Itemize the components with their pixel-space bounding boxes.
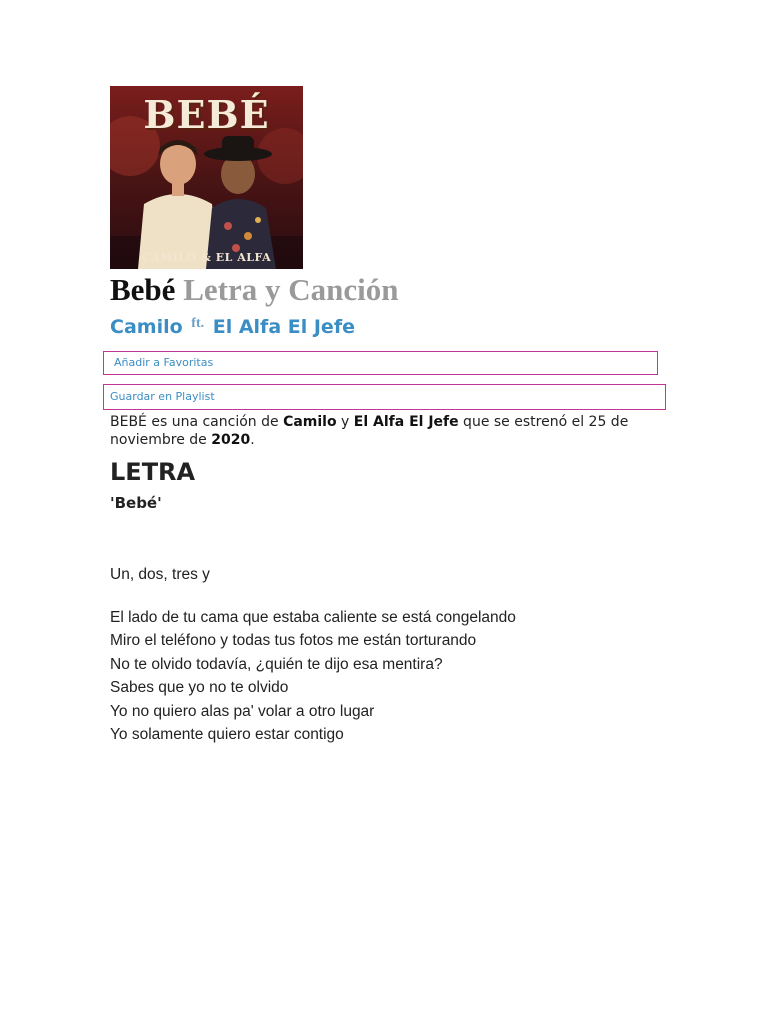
lyric-line: No te olvido todavía, ¿quién te dijo esa mentira? [110,655,443,673]
lyric-line: Yo solamente quiero estar contigo [110,726,344,743]
lyric-line: Un, dos, tres y [110,566,210,583]
lyric-line: Miro el teléfono y todas tus fotos me están torturando [110,632,477,649]
song-title: Bebé [110,272,176,307]
intro-year: 2020 [211,432,251,448]
lyric-line: Sabes que yo no te olvido [110,679,289,696]
song-intro [110,413,650,449]
lyric-line: El lado de tu cama que estaba caliente se está congelando [110,608,516,626]
page-title [110,272,398,308]
save-to-playlist-button[interactable]: Guardar en Playlist [103,384,666,410]
song-subtitle: Letra y Canción [183,272,399,307]
intro-artist-link[interactable]: Camilo [283,414,337,430]
intro-song-name: BEBÉ [110,414,147,430]
featuring-label: ft. [191,316,205,331]
intro-text: . [250,432,255,448]
lyrics-song-title: 'Bebé' [110,494,162,512]
lyrics-heading: LETRA [110,458,196,486]
cover-title: BEBÉ [143,92,270,137]
lyrics-body [110,563,516,747]
cover-artists: CAMILO & EL ALFA [141,251,272,264]
intro-artist-link[interactable]: El Alfa El Jefe [353,414,459,430]
artist-main-link[interactable]: Camilo [110,316,183,338]
lyric-line: Yo no quiero alas pa' volar a otro lugar [110,702,375,720]
intro-text: que se estrenó el 25 de noviembre de [110,414,629,448]
artist-feat-link[interactable]: El Alfa El Jefe [212,316,355,338]
add-to-favorites-button[interactable]: Añadir a Favoritas [103,351,658,375]
intro-text: y [336,414,354,430]
intro-text: es una canción de [146,414,284,430]
album-cover [110,86,303,269]
artist-credits [110,316,355,338]
